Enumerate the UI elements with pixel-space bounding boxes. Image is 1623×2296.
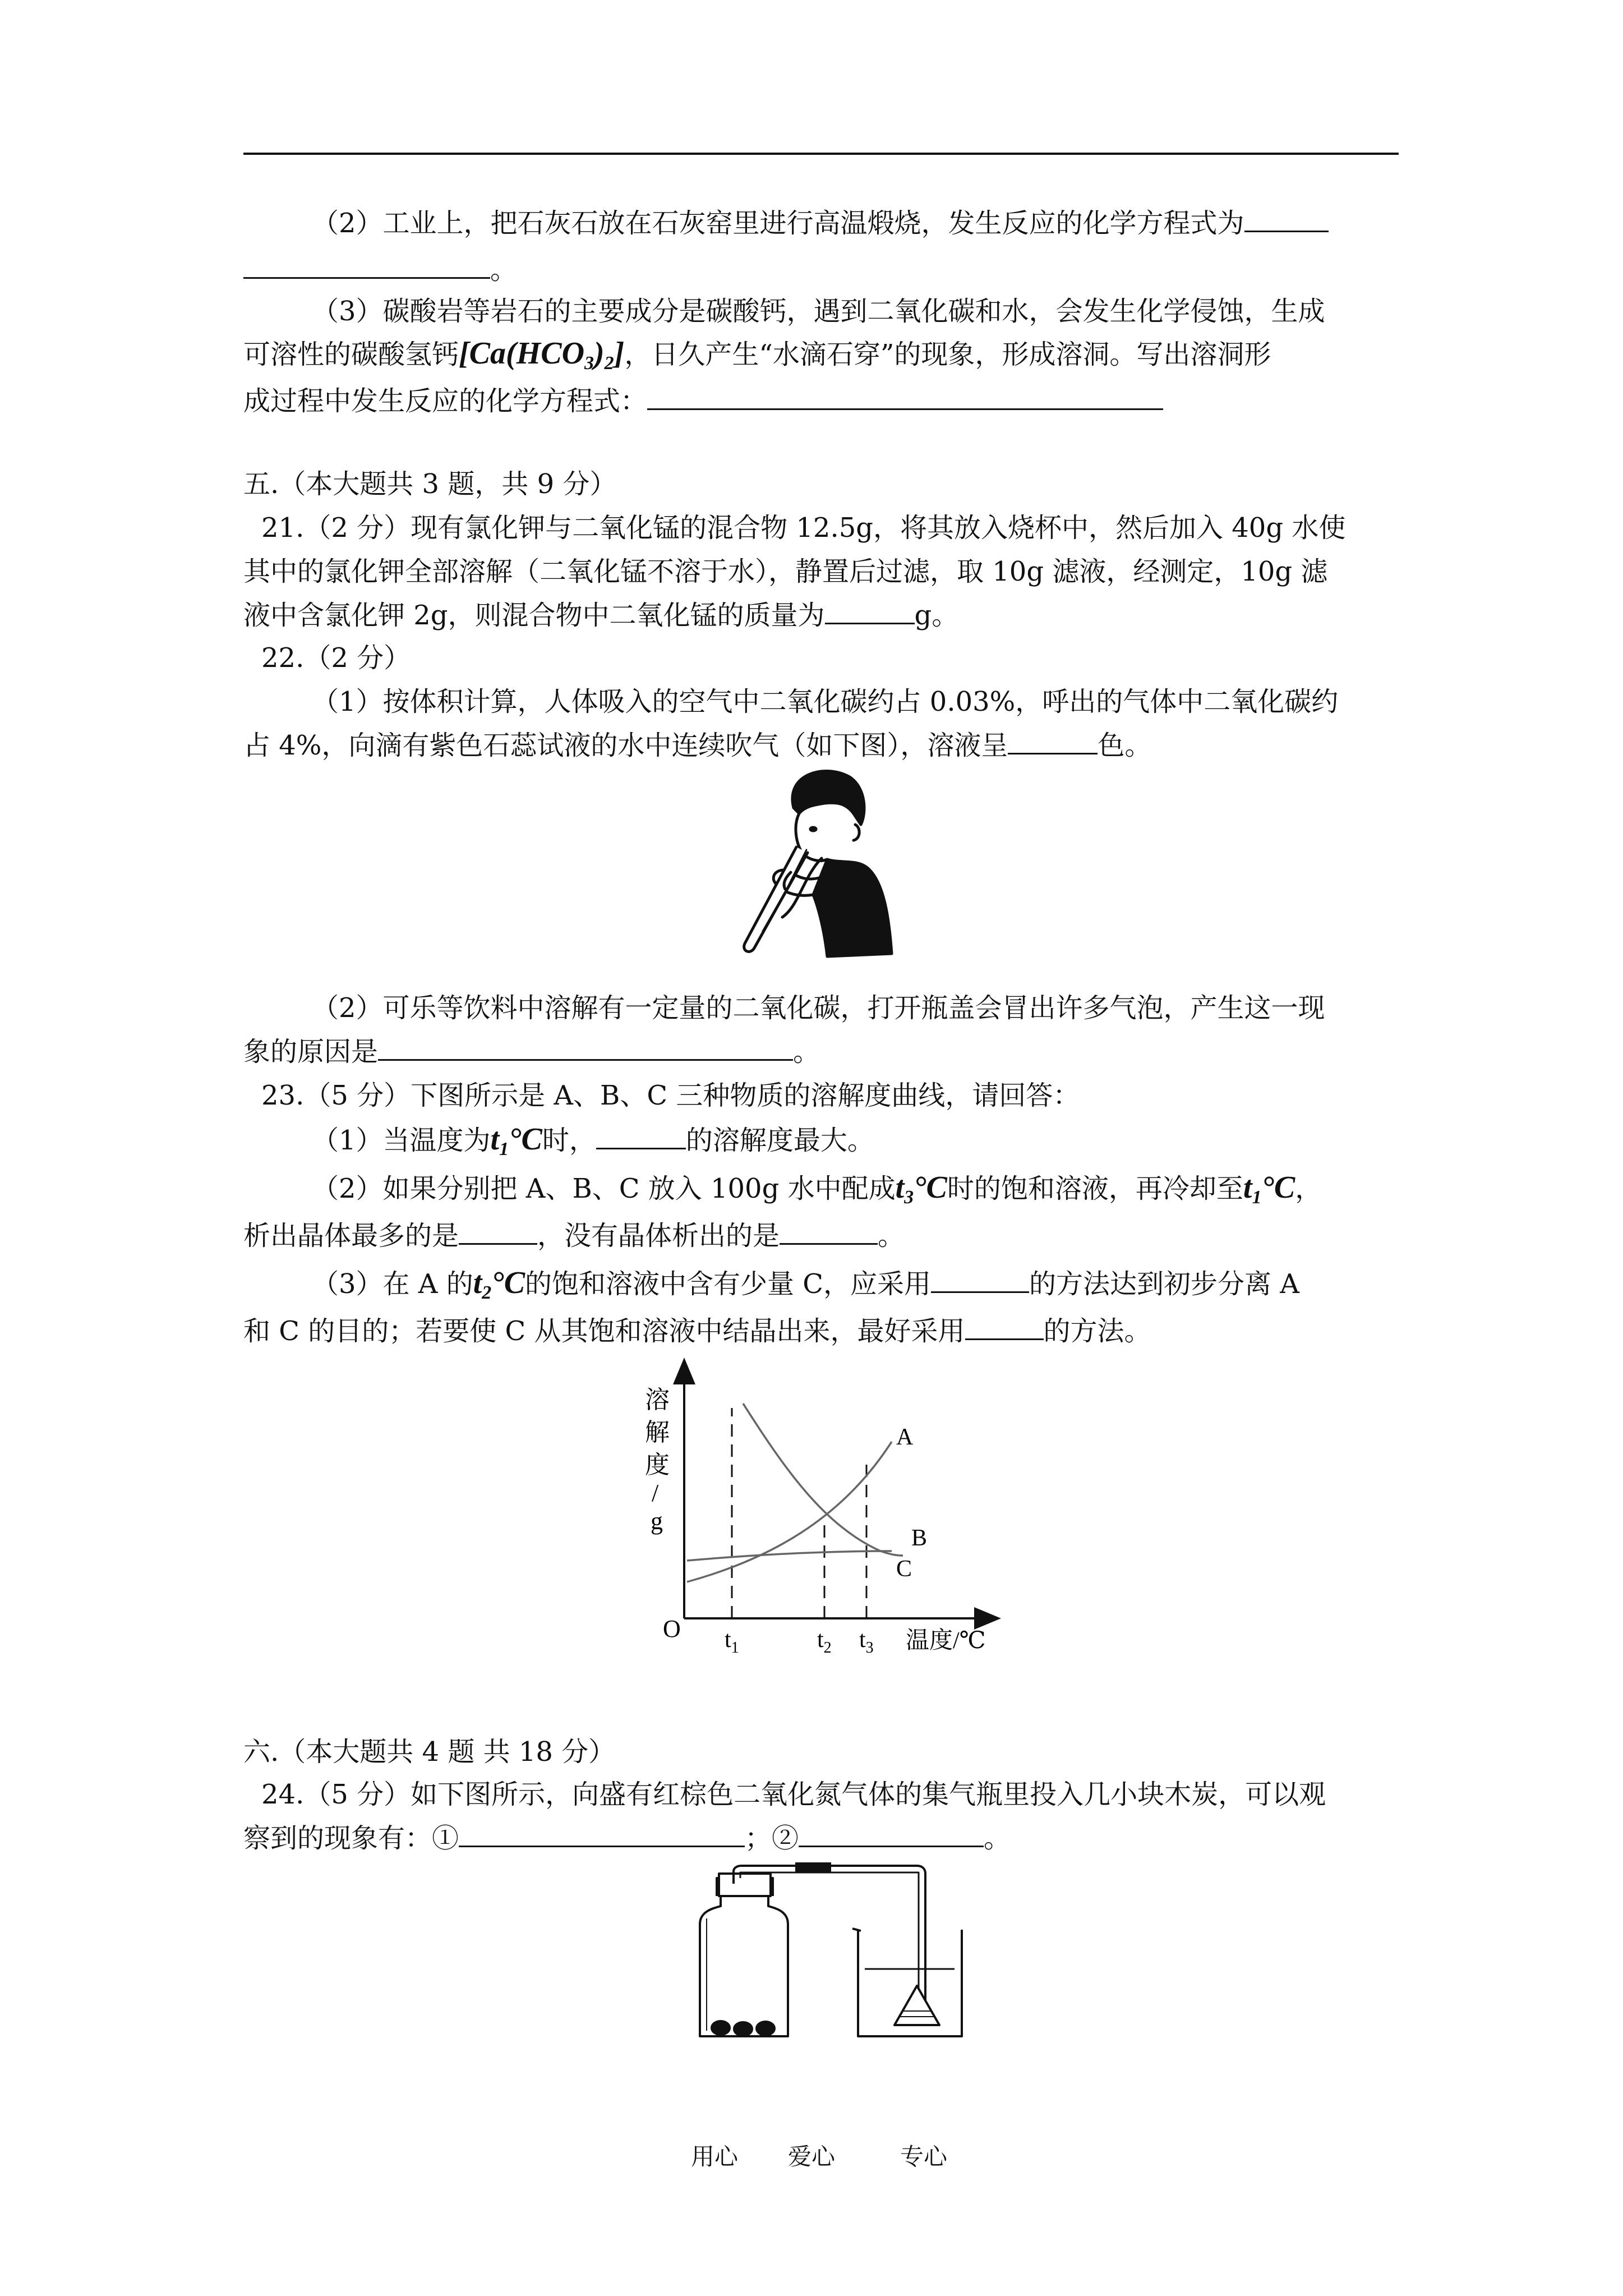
footer-text: 爱心 — [788, 2143, 836, 2170]
answer-blank[interactable] — [1244, 206, 1329, 232]
temperature-t1: $t_1^\circ C$ — [490, 1122, 542, 1159]
solubility-curve-graph — [628, 1358, 1032, 1672]
footer-text: 用心 — [691, 2143, 739, 2170]
answer-blank[interactable] — [243, 252, 490, 279]
answer-blank[interactable] — [459, 1821, 745, 1847]
gas-bottle-beaker-apparatus — [667, 1862, 1015, 2053]
inverted-funnel — [895, 1986, 939, 2025]
q23-part3-line2: 和 C 的目的；若要使 C 从其饱和溶液中结晶出来，最好采用 的方法。 — [243, 1307, 1151, 1355]
answer-blank[interactable] — [799, 1821, 984, 1847]
q22-part1-line1: （1）按体积计算，人体吸入的空气中二氧化碳约占 0.03%，呼出的气体中二氧化碳约 — [312, 686, 1339, 717]
q20-part3-line1: （3）碳酸岩等岩石的主要成分是碳酸钙，遇到二氧化碳和水，会发生化学侵蚀，生成 — [312, 296, 1325, 327]
q23-part2-line2: 析出晶体最多的是 ，没有晶体析出的是 。 — [243, 1212, 905, 1260]
curve-label-b: B — [911, 1525, 928, 1551]
curve-a — [687, 1442, 892, 1582]
origin-label: O — [663, 1615, 681, 1642]
answer-blank[interactable] — [378, 1034, 793, 1061]
tick-t2: $t_2$ — [817, 1627, 832, 1657]
q20-part2-cont: 。 — [243, 246, 517, 294]
temperature-t3: $t_3^\circ C$ — [895, 1170, 947, 1208]
q23-part2-line1: （2）如果分别把 A、B、C 放入 100g 水中配成$t_3^\circ C$时的饱和溶液，再冷却至$t_1^\circ C$， — [312, 1170, 1322, 1208]
curve-c — [743, 1404, 903, 1556]
q20-part3-line3: 成过程中发生反应的化学方程式： — [243, 377, 1163, 425]
stopper — [719, 1874, 771, 1896]
charcoal-piece — [757, 2022, 774, 2035]
answer-blank[interactable] — [825, 598, 915, 624]
answer-blank[interactable] — [780, 1218, 878, 1245]
footer-text: 专心 — [900, 2143, 948, 2170]
gas-collection-bottle — [700, 1896, 788, 2036]
header-rule — [243, 153, 1399, 155]
q24-line2: 察到的现象有：① ；② 。 — [243, 1814, 1011, 1862]
q22-part2-line1: （2）可乐等饮料中溶解有一定量的二氧化碳，打开瓶盖会冒出许多气泡，产生这一现 — [312, 992, 1325, 1024]
q22-part1-line2: 占 4%，向滴有紫色石蕊试液的水中连续吹气（如下图），溶液呈 色。 — [243, 721, 1151, 770]
q24-line1: 24.（5 分）如下图所示，向盛有红棕色二氧化氮气体的集气瓶里投入几小块木炭，可以观 — [261, 1779, 1326, 1810]
answer-blank[interactable] — [931, 1267, 1029, 1293]
charcoal-piece — [712, 2021, 730, 2035]
answer-blank[interactable] — [647, 384, 1163, 410]
answer-blank[interactable] — [459, 1218, 537, 1245]
tick-t1: $t_1$ — [725, 1627, 739, 1657]
y-label-char: g — [651, 1507, 663, 1535]
y-label-char: 解 — [645, 1419, 670, 1446]
answer-blank[interactable] — [1008, 728, 1098, 754]
section5-header: 五.（本大题共 3 题，共 9 分） — [243, 468, 617, 500]
y-label-char: 溶 — [645, 1386, 670, 1414]
q21-line2: 其中的氯化钾全部溶解（二氧化锰不溶于水），静置后过滤，取 10g 滤液，经测定，10g 滤 — [243, 556, 1328, 587]
tick-t3: $t_3$ — [859, 1627, 874, 1657]
q20-part2: （2）工业上，把石灰石放在石灰窑里进行高温煅烧，发生反应的化学方程式为 — [312, 199, 1329, 247]
section6-header: 六.（本大题共 4 题 共 18 分） — [243, 1736, 616, 1768]
temperature-t2: $t_2^\circ C$ — [473, 1266, 525, 1303]
curve-b — [687, 1551, 892, 1561]
q22-head: 22.（2 分） — [261, 642, 411, 674]
y-label-char: / — [652, 1479, 659, 1507]
y-label-char: 度 — [645, 1451, 670, 1479]
curve-label-a: A — [896, 1424, 914, 1450]
q20-part3-line2: 可溶性的碳酸氢钙$[Ca(HCO_3)_2]$，日久产生“水滴石穿”的现象，形成溶洞。写出溶洞形 — [243, 336, 1271, 374]
q22-part2-line2: 象的原因是 。 — [243, 1028, 820, 1076]
answer-blank[interactable] — [596, 1123, 686, 1149]
boy-blowing-test-tube-figure — [729, 763, 909, 970]
q23-part3-line1: （3）在 A 的$t_2^\circ C$的饱和溶液中含有少量 C，应采用 的方法达到初步分离 A — [312, 1266, 1299, 1303]
formula-calcium-bicarbonate: $[Ca(HCO_3)_2]$ — [459, 336, 625, 374]
rubber-connector — [796, 1862, 830, 1871]
answer-blank[interactable] — [965, 1314, 1044, 1340]
curve-label-c: C — [896, 1556, 912, 1582]
x-axis-label: 温度/℃ — [906, 1628, 986, 1654]
temperature-t1: $t_1^\circ C$ — [1243, 1170, 1295, 1208]
q23-part1: （1）当温度为$t_1^\circ C$时， 的溶解度最大。 — [312, 1122, 874, 1159]
q23-head: 23.（5 分）下图所示是 A、B、C 三种物质的溶解度曲线，请回答： — [261, 1080, 1080, 1111]
charcoal-piece — [734, 2022, 752, 2036]
q21-line3: 液中含氯化钾 2g，则混合物中二氧化锰的质量为 g。 — [243, 591, 958, 639]
q21-line1: 21.（2 分）现有氯化钾与二氧化锰的混合物 12.5g，将其放入烧杯中，然后加入 40g 水使 — [261, 512, 1346, 544]
